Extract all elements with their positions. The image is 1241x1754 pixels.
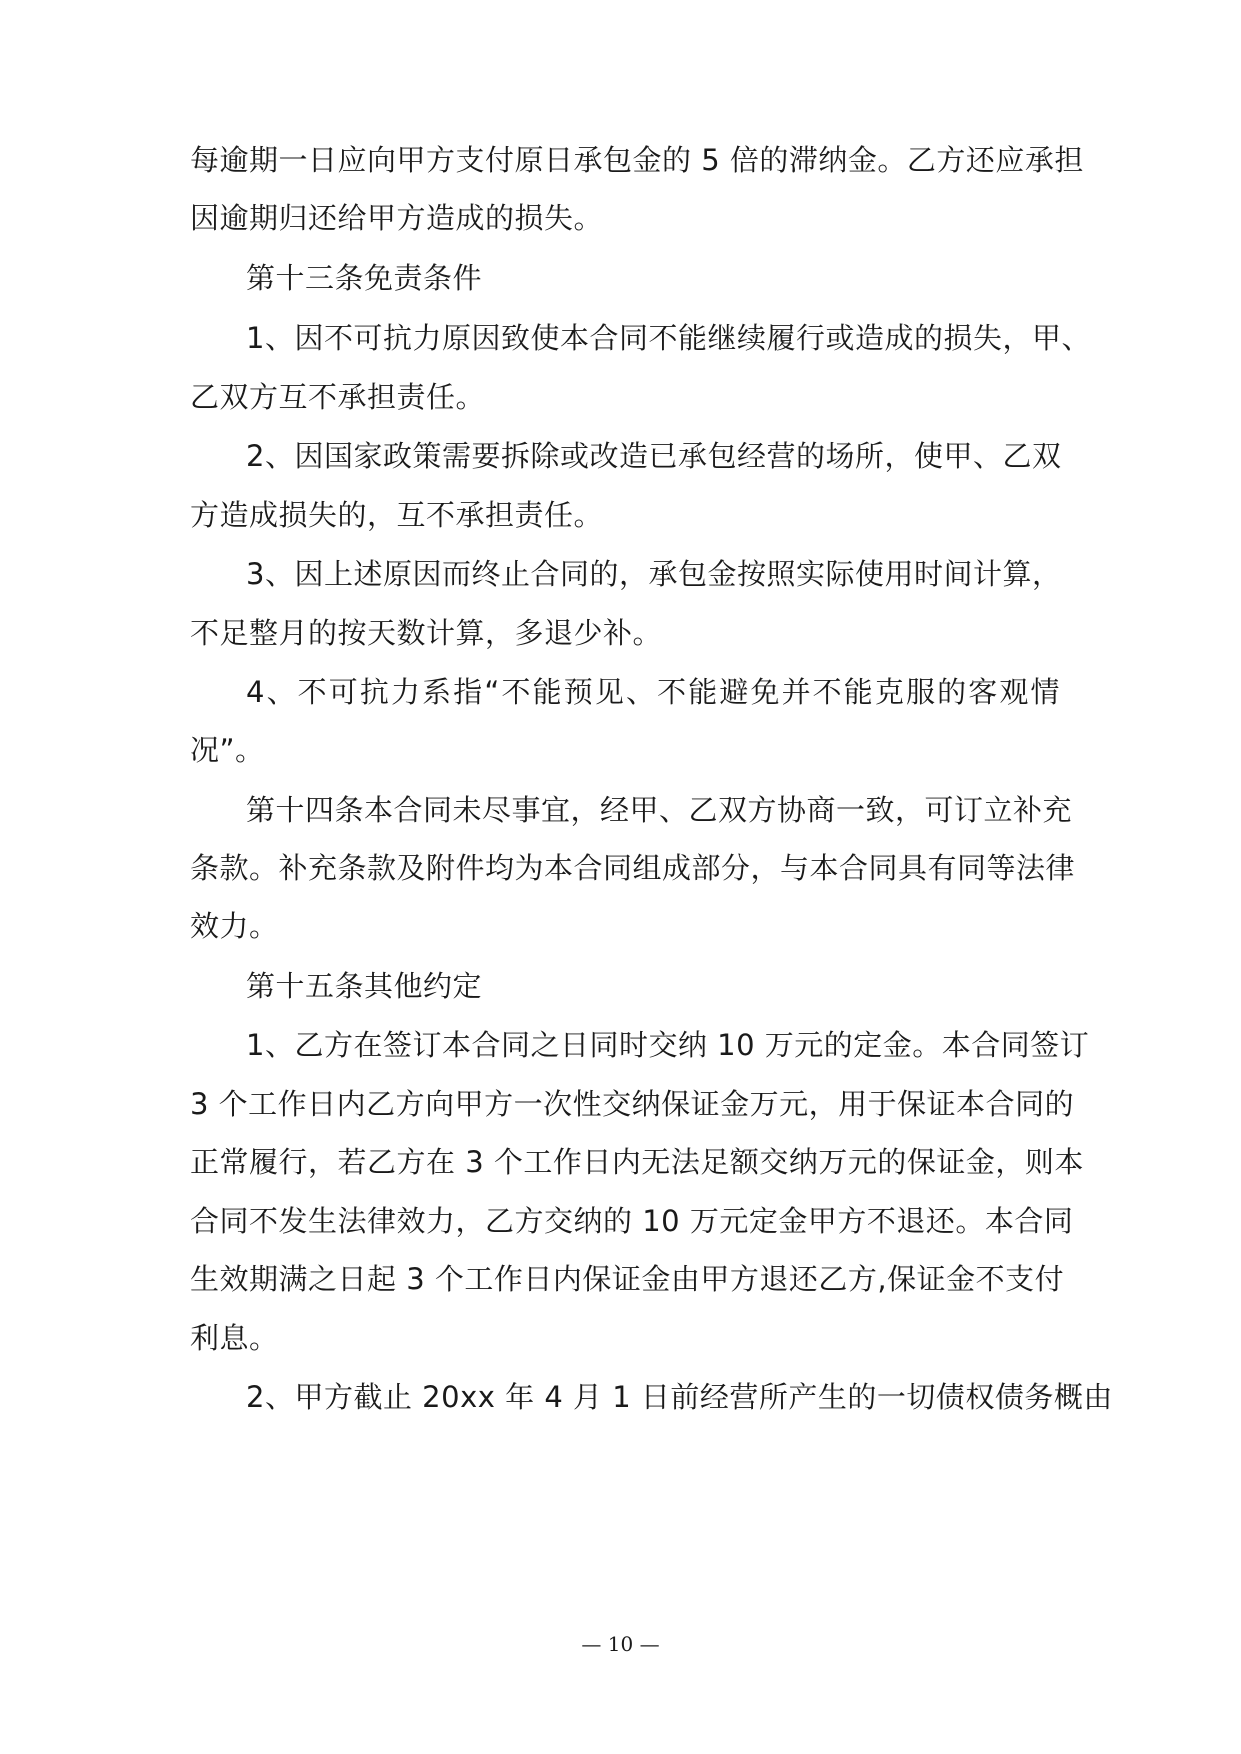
text-line: 正常履行，若乙方在 3 个工作日内无法足额交纳万元的保证金，则本 (190, 1145, 1084, 1179)
text-line: 3 个工作日内乙方向甲方一次性交纳保证金万元，用于保证本合同的 (190, 1087, 1075, 1121)
text-line: 条款。补充条款及附件均为本合同组成部分，与本合同具有同等法律 (190, 851, 1076, 885)
section-heading: 第十三条免责条件 (246, 261, 483, 295)
text-line: 因逾期归还给甲方造成的损失。 (190, 201, 604, 235)
section-heading: 第十五条其他约定 (246, 969, 483, 1003)
text-line: 3、因上述原因而终止合同的，承包金按照实际使用时间计算， (246, 557, 1062, 591)
text-line: 乙双方互不承担责任。 (190, 380, 486, 414)
text-line: 1、乙方在签订本合同之日同时交纳 10 万元的定金。本合同签订 (246, 1028, 1090, 1062)
text-line: 生效期满之日起 3 个工作日内保证金由甲方退还乙方,保证金不支付 (190, 1262, 1065, 1296)
text-line: 2、因国家政策需要拆除或改造已承包经营的场所，使甲、乙双 (246, 439, 1062, 473)
text-line: 不足整月的按天数计算，多退少补。 (190, 616, 663, 650)
text-line: 方造成损失的，互不承担责任。 (190, 498, 604, 532)
text-line: 况”。 (190, 733, 265, 767)
text-line: 合同不发生法律效力，乙方交纳的 10 万元定金甲方不退还。本合同 (190, 1204, 1074, 1238)
text-line: 2、甲方截止 20xx 年 4 月 1 日前经营所产生的一切债权债务概由 (246, 1380, 1113, 1414)
text-line: 每逾期一日应向甲方支付原日承包金的 5 倍的滞纳金。乙方还应承担 (190, 143, 1084, 177)
text-line: 利息。 (190, 1321, 279, 1355)
text-line: 效力。 (190, 909, 279, 943)
text-line: 第十四条本合同未尽事宜，经甲、乙双方协商一致，可订立补充 (246, 793, 1073, 827)
text-line: 4、不可抗力系指“不能预见、不能避免并不能克服的客观情 (246, 675, 1060, 709)
page-number: — 10 — (581, 1632, 660, 1656)
text-line: 1、因不可抗力原因致使本合同不能继续履行或造成的损失，甲、 (246, 321, 1091, 355)
